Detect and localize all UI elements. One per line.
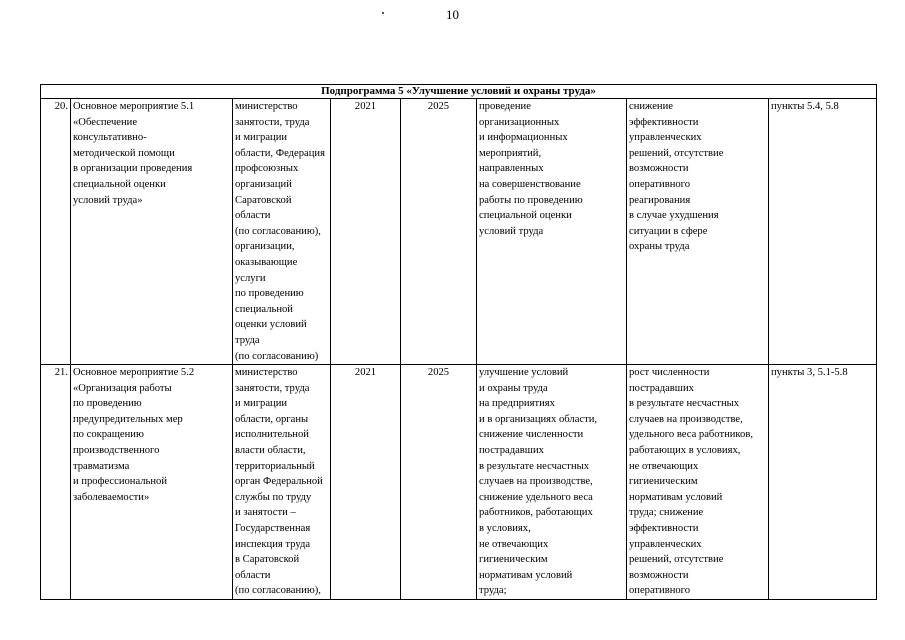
cell-line: рост численности xyxy=(629,367,710,379)
cell-line: области xyxy=(235,210,271,222)
cell-line: и занятости – xyxy=(235,507,296,519)
cell-line: методической помощи xyxy=(73,147,175,159)
cell-line: пострадавших xyxy=(629,382,694,394)
cell-line: управленческих xyxy=(629,132,702,144)
cell-line: травматизма xyxy=(73,460,130,472)
cell-line: специальной оценки xyxy=(73,178,166,190)
cell-line: случаев на производстве, xyxy=(479,476,593,488)
cell-line: и информационных xyxy=(479,132,568,144)
cell-line: охраны труда xyxy=(629,241,690,253)
cell-line: эффективности xyxy=(629,523,699,535)
cell-line: службы по труду xyxy=(235,491,312,503)
cell-line: нормативам условий xyxy=(629,491,723,503)
cell-line: нормативам условий xyxy=(479,569,573,581)
cell-line: работы по проведению xyxy=(479,194,583,206)
cell-line: (по согласованию) xyxy=(235,350,319,362)
start-year: 2021 xyxy=(331,99,401,365)
cell-line: и профессиональной xyxy=(73,476,167,488)
cell-line: снижение численности xyxy=(479,429,584,441)
cell-line: Саратовской xyxy=(235,194,292,206)
result-cell xyxy=(477,365,627,600)
table-row xyxy=(41,99,877,365)
cell-line: и в организациях области, xyxy=(479,413,598,425)
cell-line: оперативного xyxy=(629,585,691,597)
cell-line: оказывающие xyxy=(235,256,298,268)
cell-line: специальной xyxy=(235,303,293,315)
cell-line: (по согласованию), xyxy=(235,225,321,237)
cell-line: профсоюзных xyxy=(235,163,299,175)
cell-line: реагирования xyxy=(629,194,691,206)
cell-line: снижение удельного веса xyxy=(479,491,593,503)
cell-line: в результате несчастных xyxy=(629,398,740,410)
cell-line: гигиеническим xyxy=(629,476,698,488)
subprogram-title: Подпрограмма 5 «Улучшение условий и охраны труда» xyxy=(41,85,877,99)
row-number: 21. xyxy=(41,365,71,600)
consequences-cell xyxy=(627,99,769,365)
cell-line: Государственная xyxy=(235,523,311,535)
cell-line: труда xyxy=(235,334,260,346)
cell-line: случаев на производстве, xyxy=(629,413,743,425)
cell-line: области xyxy=(235,569,271,581)
row-number: 20. xyxy=(41,99,71,365)
cell-line: ситуации в сфере xyxy=(629,225,708,237)
cell-line: условий труда» xyxy=(73,194,143,206)
cell-line: и охраны труда xyxy=(479,382,548,394)
cell-line: оперативного xyxy=(629,178,691,190)
cell-line: «Организация работы xyxy=(73,382,172,394)
indicators-cell: пункты 3, 5.1-5.8 xyxy=(769,365,877,600)
cell-line: «Обеспечение xyxy=(73,116,138,128)
cell-line: решений, отсутствие xyxy=(629,554,724,566)
cell-line: организаций xyxy=(235,178,292,190)
cell-line: возможности xyxy=(629,163,689,175)
indicators-cell: пункты 5.4, 5.8 xyxy=(769,99,877,365)
cell-line: на предприятиях xyxy=(479,398,555,410)
cell-line: улучшение условий xyxy=(479,367,569,379)
cell-line: на совершенствование xyxy=(479,178,581,190)
cell-line: в случае ухудшения xyxy=(629,210,719,222)
cell-line: и миграции xyxy=(235,132,288,144)
cell-line: производственного xyxy=(73,445,160,457)
subprogram-table xyxy=(40,84,877,600)
cell-line: по сокращению xyxy=(73,429,144,441)
cell-line: Основное мероприятие 5.2 xyxy=(73,367,195,379)
cell-line: специальной оценки xyxy=(479,210,572,222)
cell-line: решений, отсутствие xyxy=(629,147,724,159)
cell-line: по проведению xyxy=(235,288,304,300)
cell-line: министерство xyxy=(235,101,298,112)
cell-line: в условиях, xyxy=(479,523,531,535)
end-year: 2025 xyxy=(401,365,477,600)
cell-line: работников, работающих xyxy=(479,507,593,519)
cell-line: условий труда xyxy=(479,225,544,237)
cell-line: занятости, труда xyxy=(235,382,310,394)
cell-line: управленческих xyxy=(629,538,702,550)
cell-line: направленных xyxy=(479,163,544,175)
cell-line: (по согласованию), xyxy=(235,585,321,597)
cell-line: в результате несчастных xyxy=(479,460,590,472)
cell-line: власти области, xyxy=(235,445,306,457)
cell-line: инспекция труда xyxy=(235,538,311,550)
cell-line: не отвечающих xyxy=(479,538,549,550)
start-year: 2021 xyxy=(331,365,401,600)
cell-line: услуги xyxy=(235,272,266,284)
cell-line: работающих в условиях, xyxy=(629,445,741,457)
result-cell xyxy=(477,99,627,365)
cell-line: заболеваемости» xyxy=(73,491,150,503)
cell-line: гигиеническим xyxy=(479,554,548,566)
cell-line: орган Федеральной xyxy=(235,476,323,488)
cell-line: не отвечающих xyxy=(629,460,699,472)
scan-dot xyxy=(382,12,384,14)
cell-line: труда; xyxy=(479,585,507,597)
cell-line: министерство xyxy=(235,367,298,379)
cell-line: в организации проведения xyxy=(73,163,193,175)
consequences-cell xyxy=(627,365,769,600)
table-row xyxy=(41,365,877,600)
cell-line: организационных xyxy=(479,116,560,128)
cell-line: территориальный xyxy=(235,460,315,472)
cell-line: по проведению xyxy=(73,398,142,410)
cell-line: оценки условий xyxy=(235,319,307,331)
cell-line: Основное мероприятие 5.1 xyxy=(73,101,195,112)
cell-line: области, органы xyxy=(235,413,309,425)
cell-line: занятости, труда xyxy=(235,116,310,128)
cell-line: эффективности xyxy=(629,116,699,128)
event-cell xyxy=(71,365,233,600)
cell-line: области, Федерация xyxy=(235,147,325,159)
cell-line: консультативно- xyxy=(73,132,147,144)
executors-cell xyxy=(233,365,331,600)
cell-line: организации, xyxy=(235,241,295,253)
executors-cell xyxy=(233,99,331,365)
cell-line: мероприятий, xyxy=(479,147,542,159)
cell-line: предупредительных мер xyxy=(73,413,183,425)
cell-line: пострадавших xyxy=(479,445,544,457)
event-cell xyxy=(71,99,233,365)
cell-line: в Саратовской xyxy=(235,554,300,566)
end-year: 2025 xyxy=(401,99,477,365)
cell-line: проведение xyxy=(479,101,531,112)
cell-line: удельного веса работников, xyxy=(629,429,753,441)
page-number: 10 xyxy=(446,7,459,22)
cell-line: труда; снижение xyxy=(629,507,704,519)
cell-line: и миграции xyxy=(235,398,288,410)
cell-line: исполнительной xyxy=(235,429,309,441)
cell-line: снижение xyxy=(629,101,673,112)
cell-line: возможности xyxy=(629,569,689,581)
